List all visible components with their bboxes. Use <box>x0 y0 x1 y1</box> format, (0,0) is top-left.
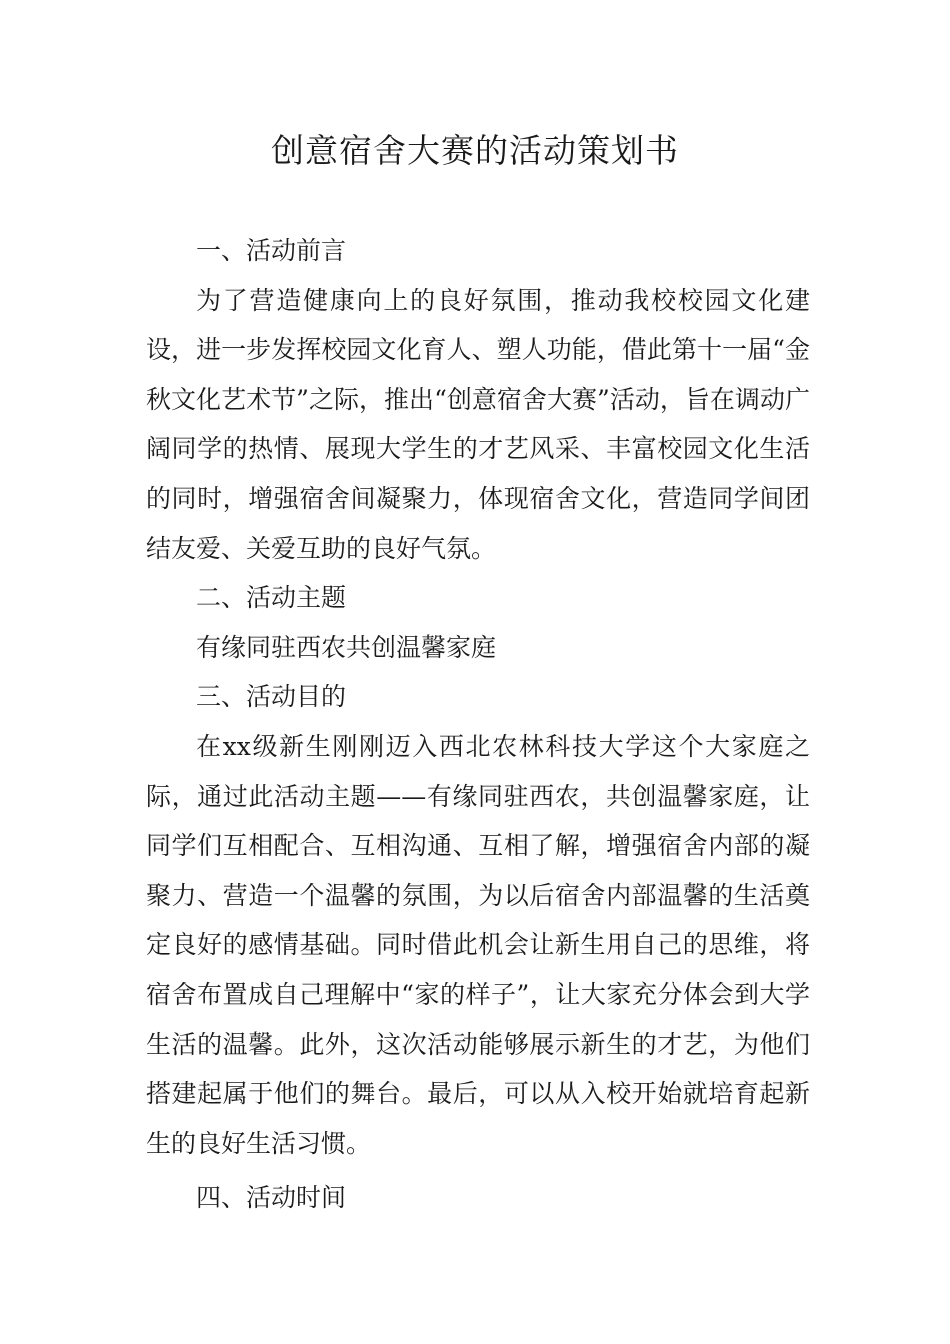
paragraph-theme: 有缘同驻西农共创温馨家庭 <box>196 632 497 662</box>
section-heading-theme: 二、活动主题 <box>196 583 347 613</box>
document-title: 创意宿舍大赛的活动策划书 <box>271 131 679 170</box>
section-heading-time: 四、活动时间 <box>196 1183 347 1213</box>
document-body <box>146 226 810 1223</box>
paragraph-purpose: 在xx级新生刚刚迈入西北农林科技大学这个大家庭之际，通过此活动主题——有缘同驻西农，共创温馨家庭，让同学们互相配合、互相沟通、互相了解，增强宿舍内部的凝聚力、营造一个温馨的氛围，为以后宿舍内部温馨的生活奠定良好的感情基础。同时借此机会让新生用自己的思维，将宿舍布置成自己理解中“家的样子”，让大家充分体会到大学生活的温馨。此外，这次活动能够展示新生的才艺，为他们搭建起属于他们的舞台。最后，可以从入校开始就培育起新生的良好生活习惯。 <box>146 731 810 1158</box>
paragraph-preface: 为了营造健康向上的良好氛围，推动我校校园文化建设，进一步发挥校园文化育人、塑人功能，借此第十一届“金秋文化艺术节”之际，推出“创意宿舍大赛”活动，旨在调动广阔同学的热情、展现大学生的才艺风采、丰富校园文化生活的同时，增强宿舍间凝聚力，体现宿舍文化，营造同学间团结友爱、关爱互助的良好气氛。 <box>146 285 810 563</box>
section-heading-purpose: 三、活动目的 <box>196 682 347 712</box>
section-heading-preface: 一、活动前言 <box>196 236 347 265</box>
